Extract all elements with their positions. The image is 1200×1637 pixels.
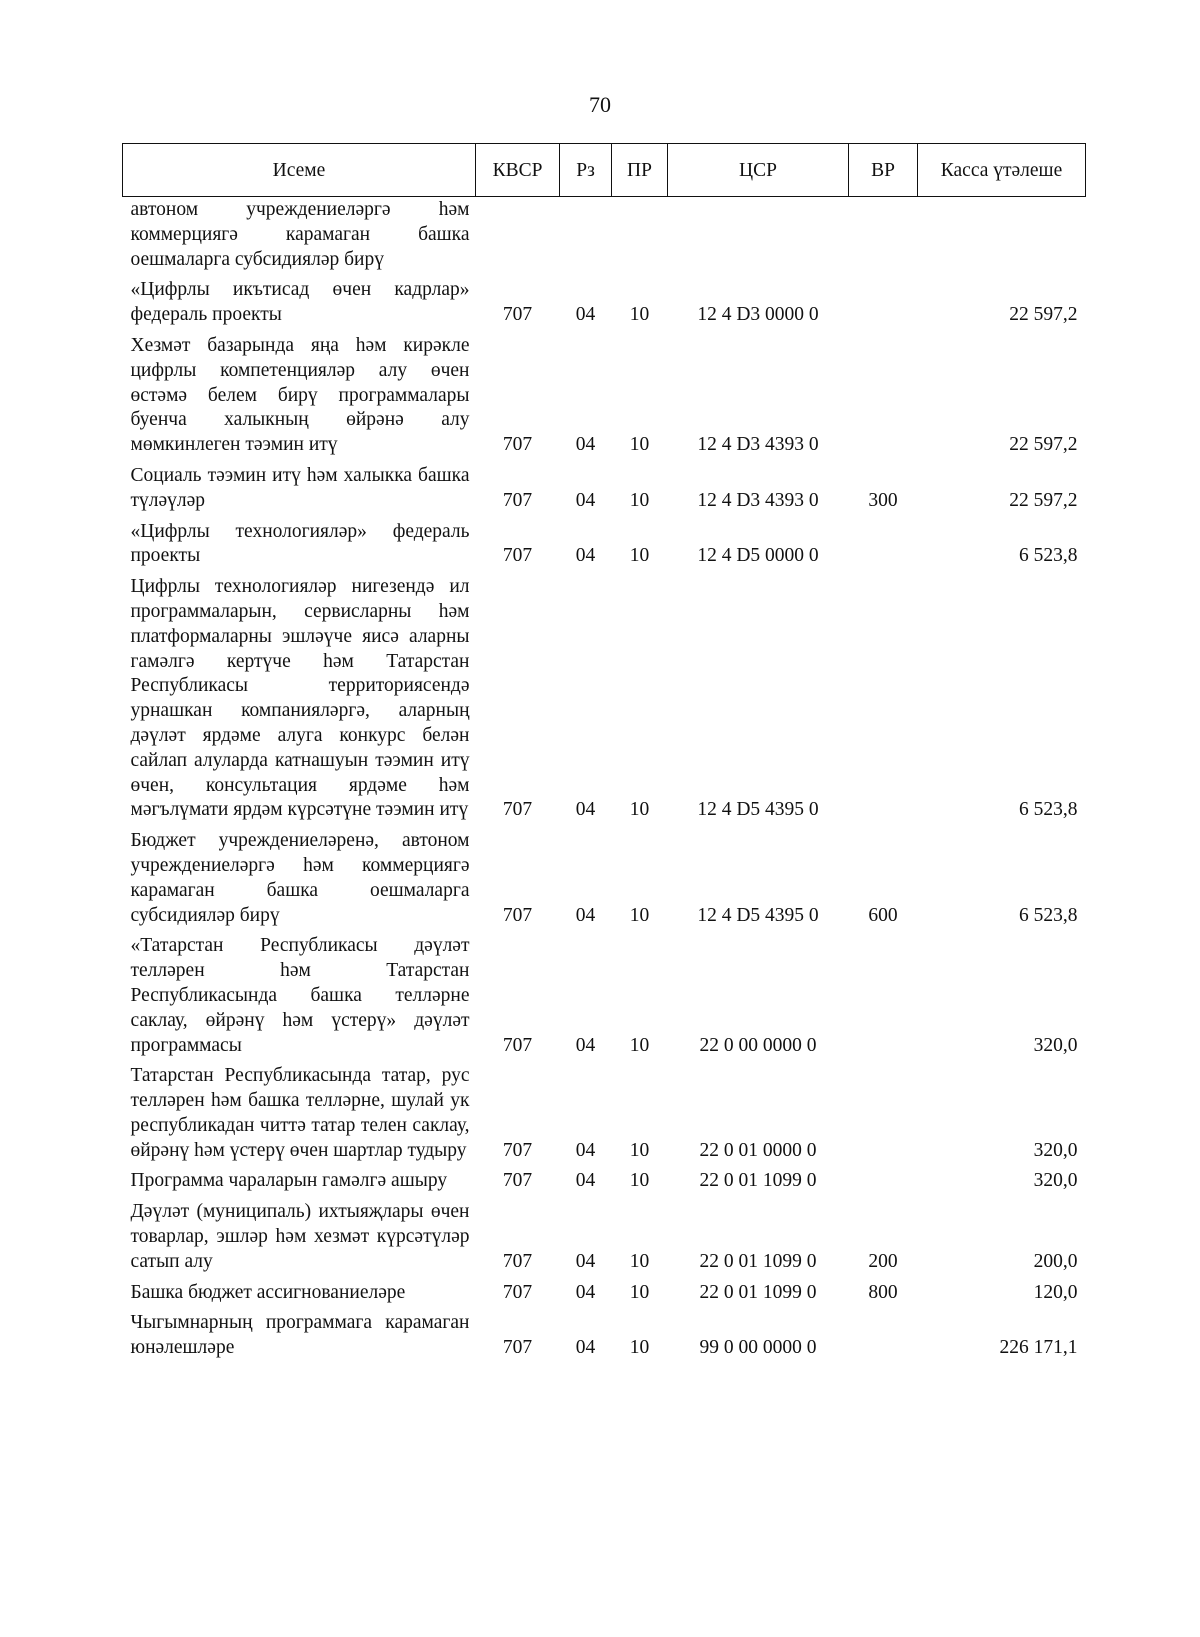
cell-sum: 200,0 [1033,1250,1078,1272]
table-row [123,519,1086,575]
cell-kvsr: 707 [502,1250,533,1272]
cell-rz: 04 [575,434,596,456]
cell-sum: 320,0 [1033,1170,1078,1192]
cell-pr: 10 [629,304,650,326]
cell-kvsr [476,197,560,278]
cell-vr: 800 [868,1281,898,1303]
cell-vr [849,1063,918,1168]
table-row [123,333,1086,463]
header-csr: ЦСР [668,144,849,197]
cell-rz: 04 [575,904,596,926]
cell-pr: 10 [629,904,650,926]
cell-name: Программа чараларын гамәлгә ашыру [130,1170,448,1192]
cell-name: Хезмәт базарында яңа һәм кирәкле цифрлы компетенцияләр алу өчен өстәмә белем бирү программалары буенча халыкның өйрәнә алу мөмкинлеген тәэмин итү [130,334,470,456]
cell-kvsr: 707 [502,1139,533,1161]
cell-rz: 04 [575,1139,596,1161]
cell-kvsr: 707 [502,434,533,456]
cell-sum [918,197,1086,278]
cell-sum: 320,0 [1033,1139,1078,1161]
cell-pr: 10 [629,489,650,511]
cell-vr: 600 [868,904,898,926]
cell-vr [849,333,918,463]
table-row [123,1280,1086,1311]
table-row [123,1168,1086,1199]
cell-csr: 22 0 01 1099 0 [699,1250,817,1272]
cell-name: Татарстан Республикасында татар, рус телләрен һәм башка телләрне, шулай ук республикадан читтә татар телен саклау, өйрәнү һәм үстерү өчен шартлар тудыру [130,1065,470,1161]
cell-vr [849,574,918,828]
table-row [123,463,1086,519]
cell-kvsr: 707 [502,304,533,326]
cell-kvsr: 707 [502,489,533,511]
header-name: Исеме [123,144,476,197]
cell-pr [612,197,668,278]
table-row [123,828,1086,933]
cell-sum: 226 171,1 [999,1337,1078,1359]
cell-sum: 120,0 [1033,1281,1078,1303]
cell-vr [849,1310,918,1366]
header-kvsr: КВСР [476,144,560,197]
cell-csr: 12 4 D5 0000 0 [697,545,819,567]
cell-rz [560,197,612,278]
cell-pr: 10 [629,1034,650,1056]
cell-vr: 300 [868,489,898,511]
cell-name: Бюджет учреждениеләренә, автоном учреждениеләргә һәм коммерциягә карамаган башка оешмаларга субсидияләр бирү [130,830,470,926]
cell-vr [849,933,918,1063]
cell-rz: 04 [575,489,596,511]
budget-table [122,143,1086,1366]
cell-csr: 12 4 D3 4393 0 [697,489,819,511]
cell-pr: 10 [629,1139,650,1161]
cell-vr [849,519,918,575]
cell-sum: 22 597,2 [1009,304,1078,326]
table-row [123,277,1086,333]
cell-vr [849,277,918,333]
cell-csr: 22 0 01 1099 0 [699,1170,817,1192]
cell-name: автоном учреждениеләргә һәм коммерциягә карамаган башка оешмаларга субсидияләр бирү [130,199,470,270]
cell-pr: 10 [629,1250,650,1272]
cell-sum: 6 523,8 [1019,904,1078,926]
table-row [123,197,1086,278]
cell-rz: 04 [575,1034,596,1056]
cell-pr: 10 [629,799,650,821]
cell-csr: 12 4 D3 0000 0 [697,304,819,326]
cell-name: «Цифрлы икътисад өчен кадрлар» федераль проекты [130,279,470,326]
cell-name: «Татарстан Республикасы дәүләт телләрен һәм Татарстан Республикасында башка телләрне саклау, өйрәнү һәм үстерү» дәүләт программасы [130,935,470,1056]
header-rz: Рз [560,144,612,197]
table-row [123,1310,1086,1366]
table-body [123,197,1086,1367]
table-row [123,574,1086,828]
cell-name: Дәүләт (муниципаль) ихтыяҗлары өчен товарлар, эшләр һәм хезмәт күрсәтүләр сатып алу [130,1201,470,1272]
cell-name: Социаль тәэмин итү һәм халыкка башка түләүләр [130,464,470,511]
cell-kvsr: 707 [502,1034,533,1056]
cell-rz: 04 [575,1170,596,1192]
cell-rz: 04 [575,1337,596,1359]
cell-name: Чыгымнарның программага карамаган юнәлешләре [130,1312,470,1359]
cell-rz: 04 [575,304,596,326]
table-header [123,144,1086,197]
page-number: 70 [589,92,611,117]
cell-rz: 04 [575,545,596,567]
cell-pr: 10 [629,545,650,567]
cell-vr [849,1168,918,1199]
header-vr: ВР [849,144,918,197]
cell-name: Башка бюджет ассигнованиеләре [130,1281,406,1303]
cell-rz: 04 [575,1281,596,1303]
cell-kvsr: 707 [502,799,533,821]
cell-kvsr: 707 [502,904,533,926]
header-pr: ПР [612,144,668,197]
cell-kvsr: 707 [502,545,533,567]
cell-vr [849,197,918,278]
cell-pr: 10 [629,1170,650,1192]
cell-kvsr: 707 [502,1337,533,1359]
table-row [123,1063,1086,1168]
cell-sum: 320,0 [1033,1034,1078,1056]
cell-pr: 10 [629,1337,650,1359]
cell-kvsr: 707 [502,1170,533,1192]
cell-csr: 12 4 D5 4395 0 [697,799,819,821]
cell-csr [668,197,849,278]
cell-kvsr: 707 [502,1281,533,1303]
cell-csr: 22 0 01 0000 0 [699,1139,817,1161]
cell-csr: 99 0 00 0000 0 [699,1337,817,1359]
cell-sum: 6 523,8 [1019,799,1078,821]
cell-name: Цифрлы технологияләр нигезендә ил программаларын, сервисларны һәм платформаларны эшләүче яисә аларны гамәлгә кертүче һәм Татарстан Республикасы территориясендә урнашкан компанияләргә, аларның дәүләт ярдәме алуга конкурс белән сайлап алуларда катнашуын тәэмин итү өчен, консультация ярдәме һәм мәгълүмати ярдәм күрсәтүне тәэмин итү [130,576,470,821]
cell-csr: 12 4 D5 4395 0 [697,904,819,926]
cell-csr: 22 0 00 0000 0 [699,1034,817,1056]
cell-pr: 10 [629,434,650,456]
cell-sum: 6 523,8 [1019,545,1078,567]
cell-pr: 10 [629,1281,650,1303]
cell-vr: 200 [868,1250,898,1272]
cell-sum: 22 597,2 [1009,489,1078,511]
cell-csr: 22 0 01 1099 0 [699,1281,817,1303]
cell-sum: 22 597,2 [1009,434,1078,456]
table-row [123,933,1086,1063]
cell-rz: 04 [575,799,596,821]
cell-csr: 12 4 D3 4393 0 [697,434,819,456]
cell-name: «Цифрлы технологияләр» федераль проекты [130,520,470,567]
table-row [123,1199,1086,1279]
cell-rz: 04 [575,1250,596,1272]
header-sum: Касса үтәлеше [918,144,1086,197]
